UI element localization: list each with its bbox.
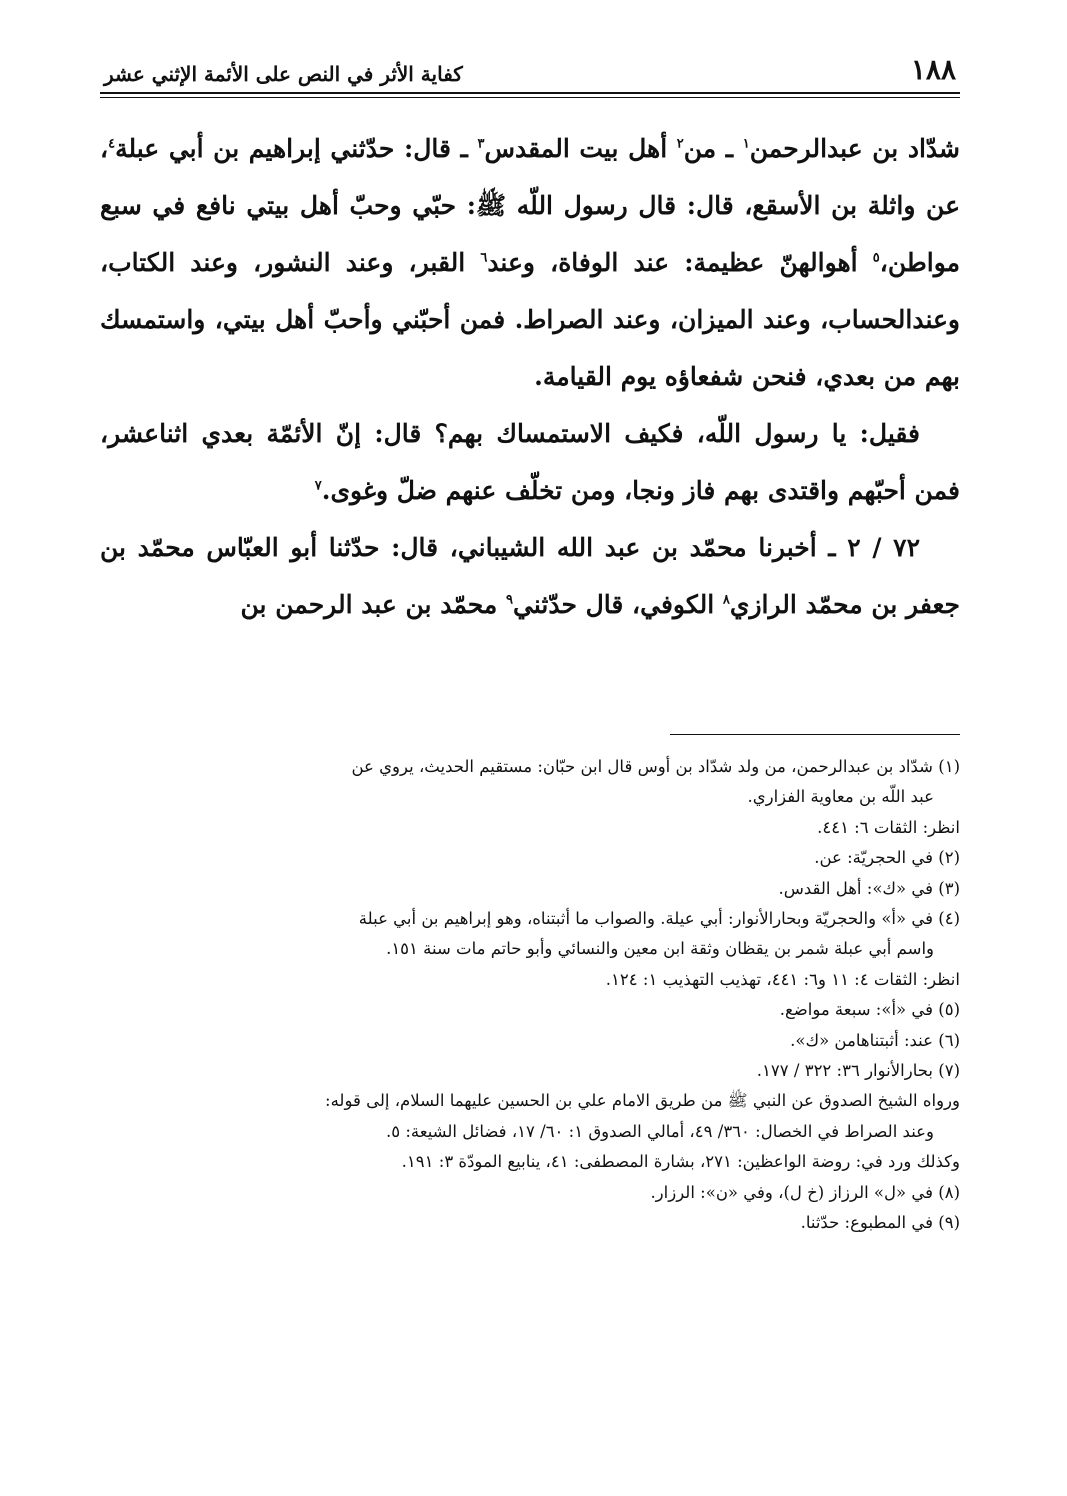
- footnote-line: عبد اللّه بن معاوية الفزاري.: [747, 787, 934, 807]
- text-run: ـ قال: حدّثني إبراهيم بن أبي عبلة: [115, 134, 478, 163]
- footnotes: [100, 752, 960, 1239]
- text-run: فقيل: يا رسول اللّه، فكيف الاستمساك بهم؟ قال: إنّ الأئمّة بعدي اثناعشر، فمن أحبّهم واقتدى بهم فاز ونجا، ومن تخلّف عنهم ضلّ وغوى.: [100, 419, 960, 505]
- footnote-ref: ٣: [477, 136, 485, 152]
- footnote-ref: ٦: [480, 250, 488, 266]
- paragraph-hadith: [100, 120, 960, 405]
- footnote-line: (٧) بحارالأنوار ٣٦: ٣٢٢ / ١٧٧.: [756, 1061, 960, 1081]
- footnote-line: (١) شدّاد بن عبدالرحمن، من ولد شدّاد بن أوس قال ابن حبّان: مستقيم الحديث، يروي عن: [351, 757, 960, 776]
- footnote-ref: ٩: [506, 592, 513, 608]
- paragraph-question: [100, 405, 960, 519]
- text-run: ، عن واثلة بن الأسقع، قال: قال رسول اللّه ﷺ: حبّي وحبّ أهل بيتي نافع في سبع مواطن،: [100, 134, 961, 277]
- footnote-ref: ٧: [314, 478, 322, 494]
- text-run: ـ من: [683, 134, 743, 163]
- footnote-ref: ٥: [872, 250, 880, 266]
- footnote-line: (٢) في الحجريّة: عن.: [814, 848, 960, 868]
- text-run: شدّاد بن عبدالرحمن: [749, 134, 960, 163]
- header-rule-thin: [100, 97, 960, 98]
- running-title: كفاية الأثر في النص على الأئمة الإثني عشر: [104, 62, 463, 86]
- book-page: [100, 34, 960, 1464]
- page-number: ١٨٨: [910, 53, 956, 86]
- text-run: محمّد بن عبد الرحمن بن: [240, 590, 507, 619]
- footnote-ref: ١: [742, 136, 750, 152]
- text-run: القبر، وعند النشور، وعند الكتاب، وعندالحساب، وعند الميزان، وعند الصراط. فمن أحبّني وأحبّ أهل بيتي، واستمسك بهم من بعدي، فنحن شفعاؤه يوم القيامة.: [100, 248, 960, 391]
- footnote-line: ورواه الشيخ الصدوق عن النبي ﷺ من طريق الامام علي بن الحسين عليهما السلام، إلى قوله:: [325, 1091, 960, 1111]
- main-text: [100, 120, 960, 633]
- footnote-line: وعند الصراط في الخصال: ٣٦٠/ ٤٩، أمالي الصدوق ١: ٦٠/ ١٧، فضائل الشيعة: ٥.: [385, 1121, 934, 1141]
- footnote-line: انظر: الثقات ٦: ٤٤١.: [817, 817, 960, 837]
- footnote-separator: [670, 734, 960, 735]
- text-run: أهل بيت المقدس: [484, 134, 677, 163]
- paragraph-hadith-72: [100, 519, 960, 633]
- footnote-line: (٨) في «ل» الرزاز (خ ل)، وفي «ن»: الرزار.: [650, 1182, 960, 1202]
- footnote-line: واسم أبي عبلة شمر بن يقظان وثقة ابن معين والنسائي وأبو حاتم مات سنة ١٥١.: [386, 939, 934, 959]
- header-rule-thick: [100, 92, 960, 94]
- footnote-line: (٩) في المطبوع: حدّثنا.: [800, 1213, 960, 1233]
- footnote-line: (٤) في «أ» والحجريّة وبحارالأنوار: أبي عيلة. والصواب ما أثبتناه، وهو إبراهيم بن أبي عبلة: [358, 909, 960, 929]
- text-run: الكوفي، قال حدّثني: [513, 590, 723, 619]
- footnote-line: وكذلك ورد في: روضة الواعظين: ٢٧١، بشارة المصطفى: ٤١، ينابيع المودّة ٣: ١٩١.: [401, 1152, 960, 1172]
- footnote-ref: ٤: [108, 136, 116, 152]
- footnote-line: (٣) في «ك»: أهل القدس.: [778, 878, 960, 898]
- footnote-line: (٥) في «أ»: سبعة مواضع.: [779, 1000, 960, 1020]
- text-run: أهوالهنّ عظيمة: عند الوفاة، وعند: [487, 248, 873, 277]
- footnote-ref: ٨: [722, 592, 730, 608]
- footnote-line: انظر: الثقات ٤: ١١ و٦: ٤٤١، تهذيب التهذيب ١: ١٢٤.: [605, 969, 960, 989]
- running-header: [100, 34, 960, 92]
- footnote-ref: ٢: [676, 136, 684, 152]
- text-run: ٧٢ / ٢ ـ أخبرنا محمّد بن عبد الله الشيباني، قال: حدّثنا أبو العبّاس محمّد بن جعفر بن محمّد الرازي: [100, 533, 960, 619]
- footnote-line: (٦) عند: أثبتناهامن «ك».: [790, 1030, 960, 1050]
